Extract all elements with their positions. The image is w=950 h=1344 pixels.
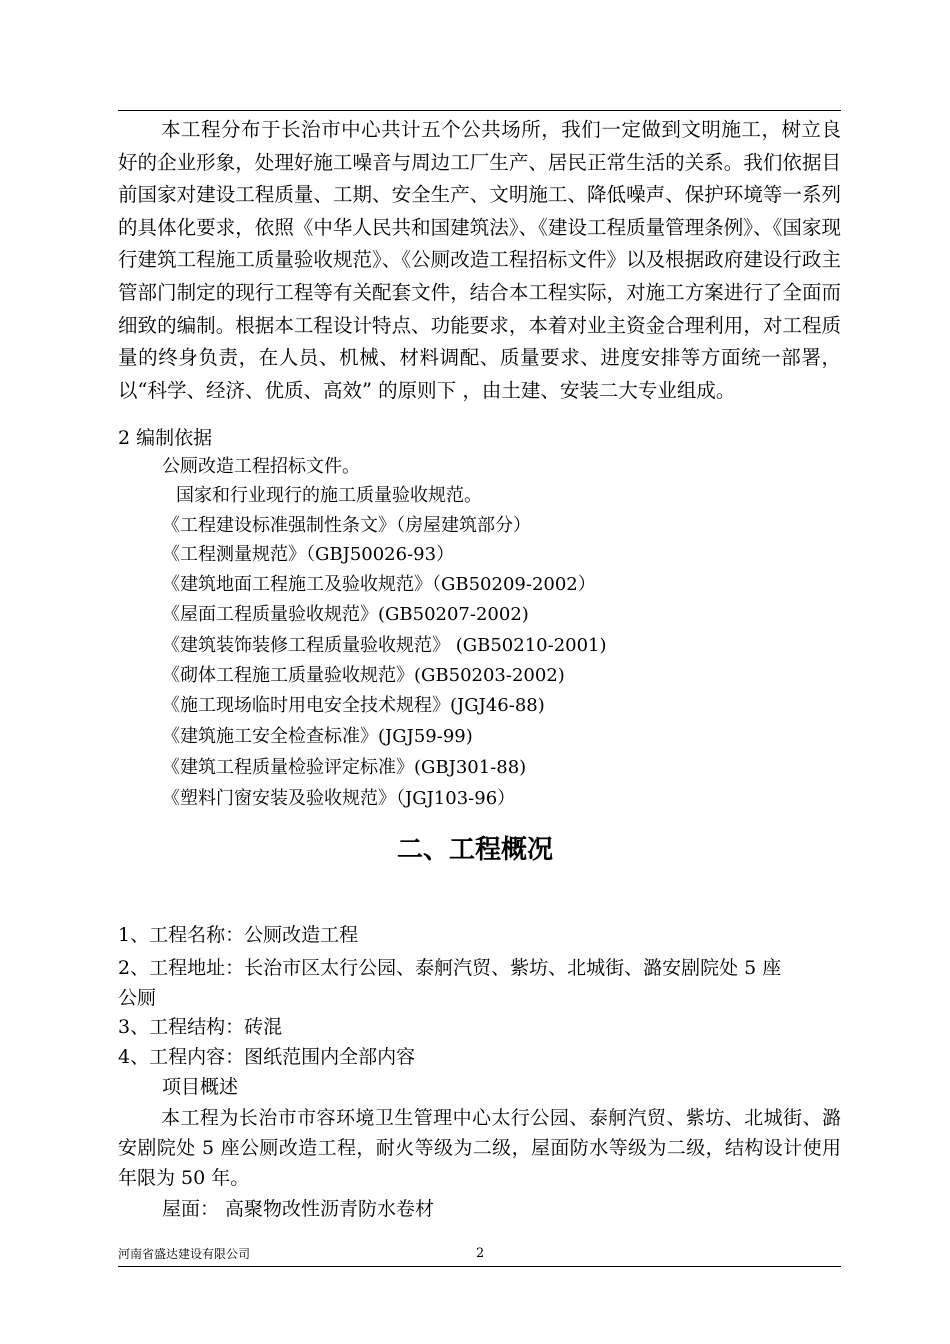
basis-item: 《工程测量规范》（GBJ50026-93） bbox=[162, 544, 455, 565]
basis-item: 《建筑施工安全检查标准》(JGJ59-99) bbox=[162, 726, 473, 747]
basis-item: 国家和行业现行的施工质量验收规范。 bbox=[176, 485, 482, 506]
basis-item: 《砌体工程施工质量验收规范》(GB50203-2002) bbox=[162, 665, 565, 686]
page-number: 2 bbox=[476, 1246, 485, 1261]
footer-company: 河南省盛达建设有限公司 bbox=[118, 1247, 251, 1261]
basis-item: 《施工现场临时用电安全技术规程》(JGJ46-88) bbox=[162, 695, 545, 716]
footer-rule bbox=[118, 1266, 841, 1267]
basis-heading: 2 编制依据 bbox=[118, 427, 213, 449]
basis-item: 《建筑装饰装修工程质量验收规范》 (GB50210-2001) bbox=[162, 635, 607, 656]
overview-address-cont: 公厕 bbox=[118, 987, 157, 1009]
project-heading: 项目概述 bbox=[162, 1076, 239, 1098]
overview-address: 2、工程地址：长治市区太行公园、泰舸汽贸、紫坊、北城街、潞安剧院处 5 座 bbox=[118, 957, 782, 979]
section-title: 二、工程概况 bbox=[396, 835, 553, 865]
basis-item: 《屋面工程质量验收规范》(GB50207-2002) bbox=[162, 604, 529, 625]
intro-paragraph: 本工程分布于长治市中心共计五个公共场所，我们一定做到文明施工，树立良好的企业形象，处理好施工噪音与周边工厂生产、居民正常生活的关系。我们依据目前国家对建设工程质量、工期、安全生产、文明施工、降低噪声、保护环境等一系列的具体化要求，依照《中华人民共和国建筑法》、《建设工程质量管理条例》、《国家现行建筑工程施工质量验收规范》、《公厕改造工程招标文件》以及根据政府建设行政主管部门制定的现行工程等有关配套文件，结合本工程实际，对施工方案进行了全面而细致的编制。根据本工程设计特点、功能要求，本着对业主资金合理利用，对工程质量的终身负责，在人员、机械、材料调配、质量要求、进度安排等方面统一部署，以“科学、经济、优质、高效” 的原则下 ，由土建、安装二大专业组成。 bbox=[118, 118, 841, 402]
basis-item: 《建筑工程质量检验评定标准》(GBJ301-88) bbox=[162, 757, 527, 778]
overview-structure: 3、工程结构：砖混 bbox=[118, 1016, 283, 1038]
basis-item: 《塑料门窗安装及验收规范》（JGJ103-96） bbox=[162, 788, 516, 809]
overview-content: 4、工程内容：图纸范围内全部内容 bbox=[118, 1046, 416, 1068]
overview-roof: 屋面： 高聚物改性沥青防水卷材 bbox=[162, 1198, 435, 1220]
basis-item: 《建筑地面工程施工及验收规范》（GB50209-2002） bbox=[162, 574, 596, 595]
basis-item: 《工程建设标准强制性条文》（房屋建筑部分） bbox=[162, 515, 531, 536]
basis-item: 公厕改造工程招标文件。 bbox=[162, 456, 360, 477]
project-paragraph: 本工程为长治市市容环境卫生管理中心太行公园、泰舸汽贸、紫坊、北城街、潞安剧院处 5 座公厕改造工程，耐火等级为二级，屋面防水等级为二级，结构设计使用年限为 50 年。 bbox=[118, 1107, 841, 1189]
overview-name: 1、工程名称：公厕改造工程 bbox=[118, 924, 359, 946]
header-rule bbox=[118, 110, 841, 111]
